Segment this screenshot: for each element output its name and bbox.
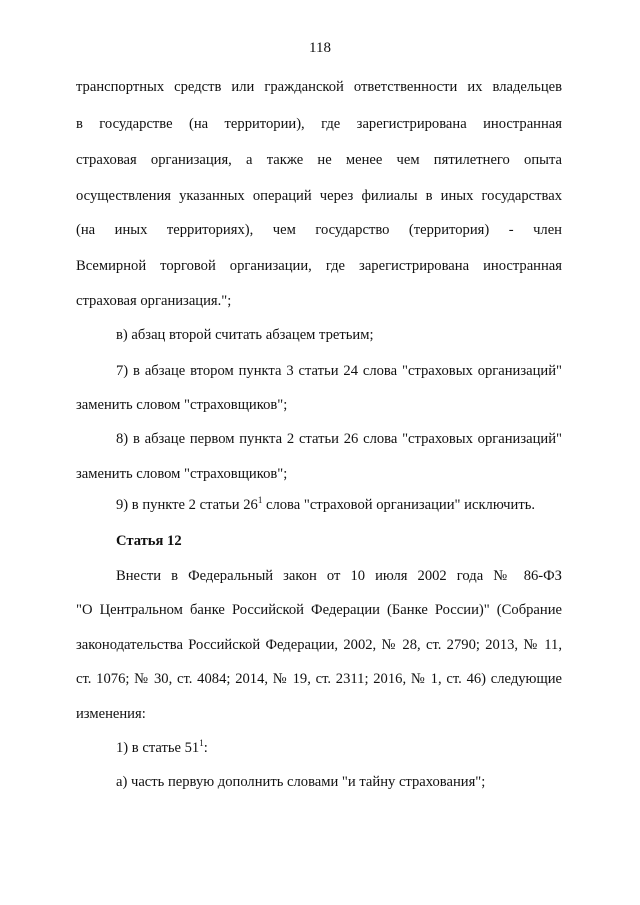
list-item-8-line: заменить словом "страховщиков";: [76, 466, 288, 482]
paragraph-line: страховая организация.";: [76, 293, 232, 309]
list-item-9-text-rest: слова "страховой организации" исключить.: [262, 497, 535, 513]
paragraph-line: (на иных территориях), чем государство (территория) - член: [76, 222, 562, 238]
article-heading: Статья 12: [116, 533, 182, 549]
article-body-line: законодательства Российской Федерации, 2002, № 28, ст. 2790; 2013, № 11,: [76, 637, 562, 653]
list-item-9: [116, 496, 562, 514]
list-item-7-line: 7) в абзаце втором пункта 3 статьи 24 слова "страховых организаций": [116, 363, 562, 379]
list-item-a: а) часть первую дополнить словами "и тайну страхования";: [116, 774, 486, 790]
list-item-1: [116, 739, 562, 757]
list-item-v: в) абзац второй считать абзацем третьим;: [116, 327, 374, 343]
paragraph-line: страховая организация, а также не менее чем пятилетнего опыта: [76, 152, 562, 168]
article-body-line: Внести в Федеральный закон от 10 июля 2002 года № 86-ФЗ: [116, 568, 562, 584]
paragraph-line: в государстве (на территории), где зарегистрирована иностранная: [76, 116, 562, 132]
list-item-8-line: 8) в абзаце первом пункта 2 статьи 26 слова "страховых организаций": [116, 431, 562, 447]
article-body-line: изменения:: [76, 706, 146, 722]
list-item-7-line: заменить словом "страховщиков";: [76, 397, 288, 413]
list-item-1-text-rest: :: [203, 740, 208, 756]
superscript-marker: 1: [199, 738, 204, 748]
superscript-marker: 1: [257, 495, 263, 505]
list-item-1-text: 1) в статье 51: [116, 740, 200, 756]
article-body-line: ст. 1076; № 30, ст. 4084; 2014, № 19, ст. 2311; 2016, № 1, ст. 46) следующие: [76, 671, 562, 687]
page-number: 118: [309, 40, 331, 56]
article-body-line: "О Центральном банке Российской Федерации (Банке России)" (Собрание: [76, 602, 562, 618]
paragraph-line: осуществления указанных операций через филиалы в иных государствах: [76, 188, 562, 204]
list-item-9-text: 9) в пункте 2 статьи 26: [116, 497, 258, 513]
paragraph-line: транспортных средств или гражданской ответственности их владельцев: [76, 79, 562, 95]
paragraph-line: Всемирной торговой организации, где зарегистрирована иностранная: [76, 258, 562, 274]
